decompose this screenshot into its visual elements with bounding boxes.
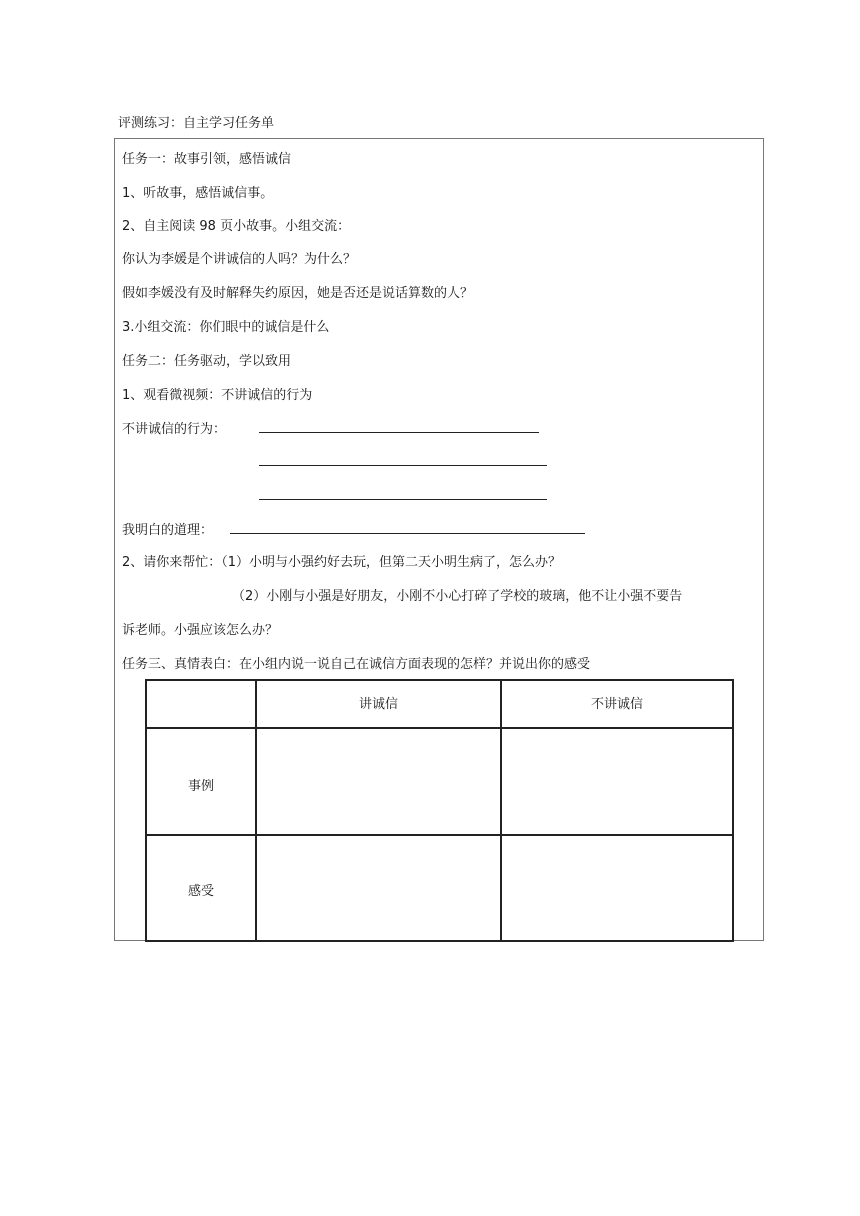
table-row-divider-2 xyxy=(147,834,732,836)
table-row-divider-1 xyxy=(147,727,732,729)
task1-question2: 假如李媛没有及时解释失约原因，她是否还是说话算数的人？ xyxy=(122,286,474,301)
table-header-honest: 讲诚信 xyxy=(358,697,398,712)
task2-step2-part2-cont: 诉老师。小强应该怎么办？ xyxy=(122,623,279,638)
table-col-divider-1 xyxy=(255,681,257,940)
task2-title: 任务二：任务驱动，学以致用 xyxy=(122,354,292,369)
lesson-answer-line xyxy=(230,533,585,534)
table-col-divider-2 xyxy=(500,681,502,940)
task2-step2: 2、请你来帮忙：（1）小明与小强约好去玩，但第二天小明生病了，怎么办？ xyxy=(122,555,562,570)
lesson-label: 我明白的道理： xyxy=(122,523,214,538)
table-header-dishonest: 不讲诚信 xyxy=(590,697,643,712)
task1-step1: 1、听故事，感悟诚信事。 xyxy=(122,186,274,201)
reflection-table xyxy=(145,679,734,942)
answer-line-1 xyxy=(259,432,539,433)
task1-step2: 2、自主阅读 98 页小故事。小组交流： xyxy=(122,219,351,234)
answer-line-3 xyxy=(259,499,547,500)
task3-title: 任务三、真情表白：在小组内说一说自己在诚信方面表现的怎样？并说出你的感受 xyxy=(122,657,591,672)
task1-step3: 3.小组交流：你们眼中的诚信是什么 xyxy=(122,320,330,335)
task1-question1: 你认为李媛是个讲诚信的人吗？为什么？ xyxy=(122,252,357,267)
table-row-label-feelings: 感受 xyxy=(187,884,214,899)
task1-title: 任务一：故事引领，感悟诚信 xyxy=(122,152,292,167)
answer-line-2 xyxy=(259,465,547,466)
table-row-label-examples: 事例 xyxy=(187,779,214,794)
task2-step2-part2: （2）小刚与小强是好朋友，小刚不小心打碎了学校的玻璃，他不让小强不要告 xyxy=(232,589,683,604)
dishonest-behavior-label: 不讲诚信的行为： xyxy=(122,422,227,437)
task2-step1: 1、观看微视频：不讲诚信的行为 xyxy=(122,388,313,403)
worksheet-heading: 评测练习：自主学习任务单 xyxy=(118,116,275,131)
